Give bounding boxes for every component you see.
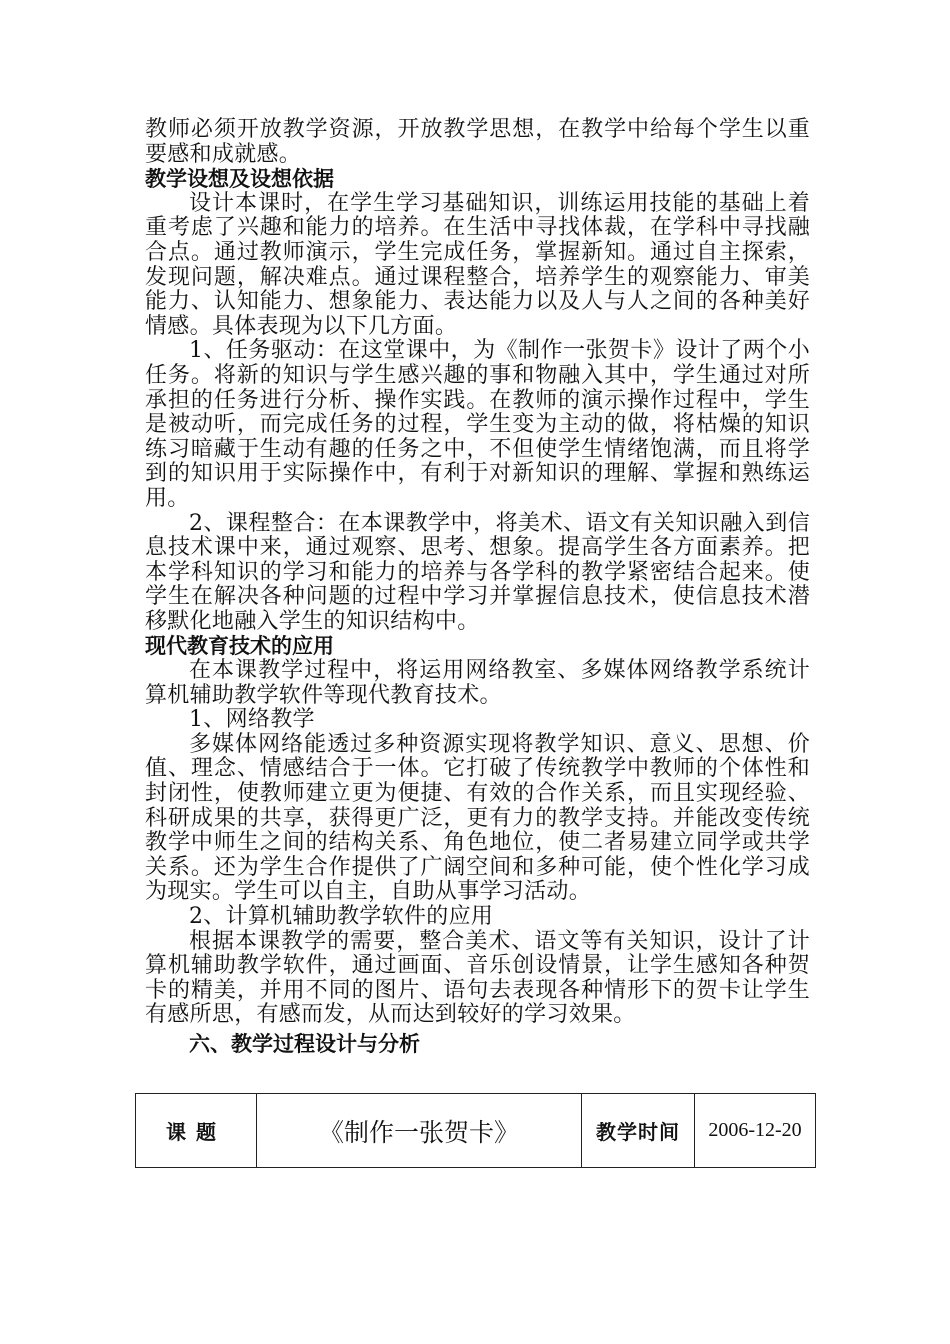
tech-paragraph-1: 在本课教学过程中，将运用网络教室、多媒体网络教学系统计算机辅助教学软件等现代教育技术。 xyxy=(145,658,810,708)
topic-label-cell xyxy=(136,1094,257,1168)
tech-paragraph-network: 多媒体网络能透过多种资源实现将教学知识、意义、思想、价值、理念、情感结合于一体。它打破了传统教学中教师的个体性和封闭性，使教师建立更为便捷、有效的合作关系，而且实现经验、科研成果的共享，获得更广泛，更有力的教学支持。并能改变传统教学中师生之间的结构关系、角色地位，使二者易建立同学或共学关系。还为学生合作提供了广阔空间和多种可能，使个性化学习成为现实。学生可以自主，自助从事学习活动。 xyxy=(145,731,810,905)
topic-label: 课题 xyxy=(166,1120,226,1144)
design-paragraph-task-driven: 1、任务驱动：在这堂课中，为《制作一张贺卡》设计了两个小任务。将新的知识与学生感兴趣的事和物融入其中，学生通过对所承担的任务进行分析、操作实践。在教师的演示操作过程中，学生是被动听，而完成任务的过程，学生变为主动的做，将枯燥的知识练习暗藏于生动有趣的任务之中，不但使学生情绪饱满，而且将学到的知识用于实际操作中，有利于对新知识的理解、掌握和熟练运用。 xyxy=(145,338,810,511)
time-value: 2006-12-20 xyxy=(708,1119,802,1141)
document-body xyxy=(145,118,810,1059)
design-paragraph-integration: 2、课程整合：在本课教学中，将美术、语文有关知识融入到信息技术课中来，通过观察、思考、想象。提高学生各方面素养。把本学科知识的学习和能力的培养与各学科的教学紧密结合起来。使学生在解决各种问题的过程中学习并掌握信息技术，使信息技术潜移默化地融入学生的知识结构中。 xyxy=(145,510,810,634)
time-value-cell xyxy=(695,1094,816,1168)
design-paragraph-1: 设计本课时，在学生学习基础知识，训练运用技能的基础上着重考虑了兴趣和能力的培养。在生活中寻找体裁，在学科中寻找融合点。通过教师演示，学生完成任务，掌握新知。通过自主探索，发现问题，解决难点。通过课程整合，培养学生的观察能力、审美能力、认知能力、想象能力、表达能力以及人与人之间的各种美好情感。具体表现为以下几方面。 xyxy=(145,190,810,339)
time-label-cell xyxy=(582,1094,695,1168)
tech-subheading-cai: 2、计算机辅助教学软件的应用 xyxy=(189,904,494,929)
heading-tech: 现代教育技术的应用 xyxy=(145,634,334,659)
lesson-info-table xyxy=(135,1093,816,1168)
table-row xyxy=(136,1094,816,1168)
tech-paragraph-cai: 根据本课教学的需要，整合美术、语文等有关知识，设计了计算机辅助教学软件，通过画面、音乐创设情景，让学生感知各种贺卡的精美，并用不同的图片、语句去表现各种情形下的贺卡让学生有感所思，有感而发，从而达到较好的学习效果。 xyxy=(145,928,810,1028)
heading-design: 教学设想及设想依据 xyxy=(145,167,334,192)
time-label: 教学时间 xyxy=(596,1120,680,1144)
topic-value-cell xyxy=(257,1094,582,1168)
section-six-heading: 六、教学过程设计与分析 xyxy=(189,1031,420,1056)
intro-paragraph: 教师必须开放教学资源，开放教学思想，在教学中给每个学生以重要感和成就感。 xyxy=(145,117,810,167)
tech-subheading-network: 1、网络教学 xyxy=(189,707,315,733)
topic-value: 《制作一张贺卡》 xyxy=(318,1117,519,1147)
